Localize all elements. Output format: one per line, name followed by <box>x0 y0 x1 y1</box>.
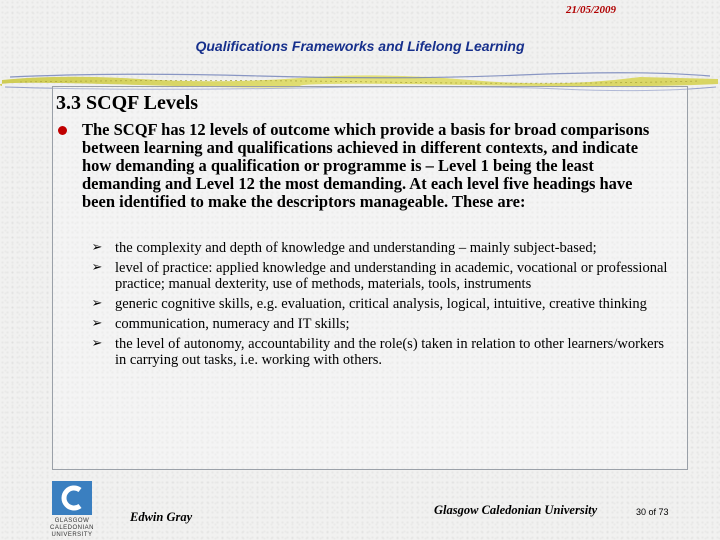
list-item <box>90 296 670 313</box>
logo-text-line2: CALEDONIAN <box>49 525 94 531</box>
sub-bullet-list <box>90 240 670 372</box>
date-label: 21/05/2009 <box>565 4 617 16</box>
main-bullet-text: The SCQF has 12 levels of outcome which provide a basis for broad comparisons between learning and qualifications achieved in different contexts, and indicate how demanding a qualification or programme is – Level 1 being the least demanding and Level 12 the most demanding. At each level five headings have been identified to make the descriptors manageable. These are: <box>82 120 650 211</box>
logo-text-line3: UNIVERSITY <box>51 532 93 538</box>
logo-text-line1: GLASGOW <box>54 518 90 524</box>
presenter-name: Edwin Gray <box>130 510 193 524</box>
arrow-right-icon: ➢ <box>91 335 103 351</box>
header-title: Qualifications Frameworks and Lifelong Learning <box>195 38 525 54</box>
slide-title: 3.3 SCQF Levels <box>56 92 199 114</box>
list-item-text: level of practice: applied knowledge and understanding in academic, vocational or professional practice; manual dexterity, use of methods, materials, tools, instruments <box>115 259 668 293</box>
arrow-right-icon: ➢ <box>91 259 103 275</box>
arrow-right-icon: ➢ <box>91 315 103 331</box>
list-item-text: the level of autonomy, accountability and the role(s) taken in relation to other learners/workers in carrying out tasks, i.e. working with others. <box>115 335 665 369</box>
list-item <box>90 336 670 369</box>
bullet-dot <box>58 126 67 135</box>
list-item <box>90 316 670 333</box>
list-item-text: generic cognitive skills, e.g. evaluation, critical analysis, logical, intuitive, creative thinking <box>115 296 647 313</box>
list-item <box>90 240 670 257</box>
arrow-right-icon: ➢ <box>91 240 103 255</box>
page-number: 30 of 73 <box>636 507 669 517</box>
list-item-text: the complexity and depth of knowledge and understanding – mainly subject-based; <box>115 240 597 256</box>
list-item-text: communication, numeracy and IT skills; <box>115 315 350 332</box>
list-item <box>90 260 670 293</box>
arrow-right-icon: ➢ <box>91 296 103 312</box>
institution-name: Glasgow Caledonian University <box>434 503 598 517</box>
